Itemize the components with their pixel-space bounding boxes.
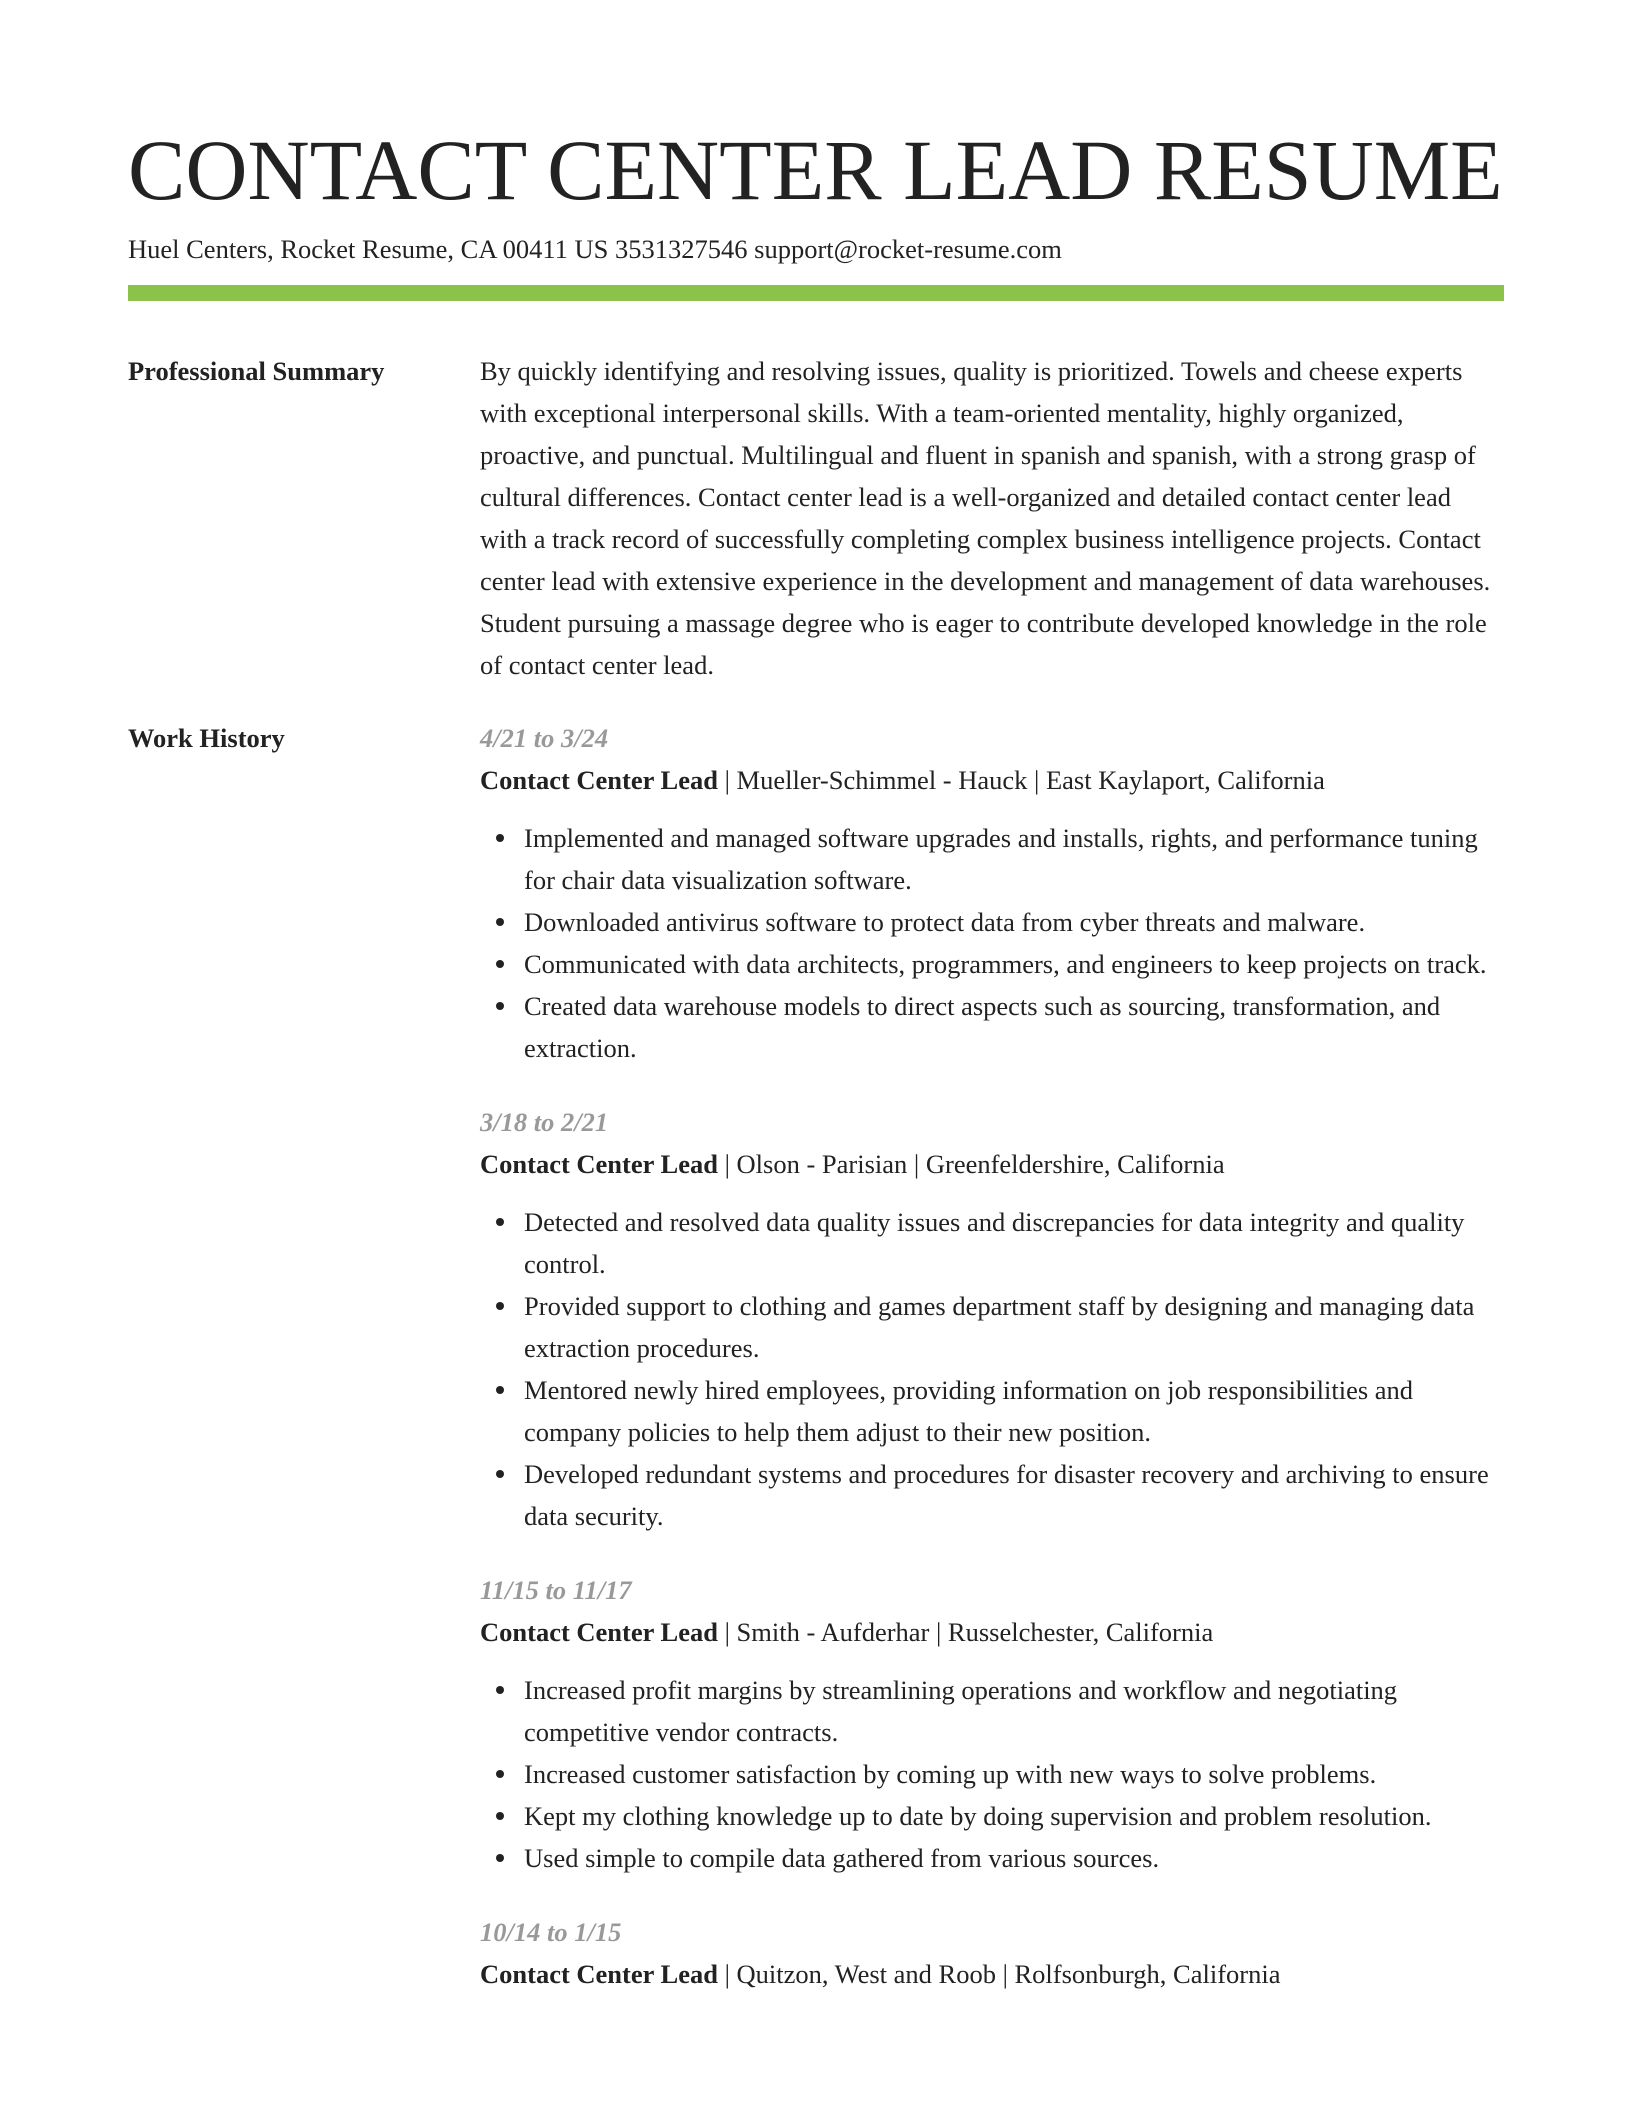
bullet-icon <box>496 1218 504 1226</box>
job-bullet: Communicated with data architects, programmers, and engineers to keep projects on track. <box>524 943 1504 985</box>
job-details: | Quitzon, West and Roob | Rolfsonburgh, California <box>717 1959 1281 1989</box>
job-bullets <box>480 1201 1504 1537</box>
job-bullets <box>480 1669 1504 1879</box>
bullet-icon <box>496 1854 504 1862</box>
job-dates: 4/21 to 3/24 <box>480 723 609 753</box>
bullet-icon <box>496 1386 504 1394</box>
job-bullet: Mentored newly hired employees, providing information on job responsibilities and company policies to help them adjust to their new position. <box>524 1369 1504 1453</box>
bullet-icon <box>496 1470 504 1478</box>
bullet-icon <box>496 1770 504 1778</box>
contact-line: Huel Centers, Rocket Resume, CA 00411 US 3531327546 support@rocket-resume.com <box>128 234 1062 264</box>
accent-divider <box>128 285 1504 301</box>
job-heading <box>480 1611 1504 1653</box>
job-heading <box>480 759 1504 801</box>
summary-content <box>480 350 1504 686</box>
job-entry <box>480 717 1504 1069</box>
job-heading <box>480 1143 1504 1185</box>
bullet-icon <box>496 834 504 842</box>
job-bullet: Increased customer satisfaction by coming up with new ways to solve problems. <box>524 1753 1504 1795</box>
job-entry <box>480 1569 1504 1879</box>
section-label-work-history: Work History <box>128 723 285 753</box>
job-bullet: Kept my clothing knowledge up to date by doing supervision and problem resolution. <box>524 1795 1504 1837</box>
section-label-summary: Professional Summary <box>128 356 385 386</box>
job-bullet: Increased profit margins by streamlining operations and workflow and negotiating competitive vendor contracts. <box>524 1669 1504 1753</box>
bullet-icon <box>496 1002 504 1010</box>
work-history-content <box>480 717 1504 2027</box>
job-details: | Mueller-Schimmel - Hauck | East Kaylaport, California <box>717 765 1325 795</box>
job-bullets <box>480 817 1504 1069</box>
job-bullet: Detected and resolved data quality issues and discrepancies for data integrity and quality control. <box>524 1201 1504 1285</box>
job-bullet: Downloaded antivirus software to protect data from cyber threats and malware. <box>524 901 1504 943</box>
bullet-icon <box>496 1812 504 1820</box>
bullet-icon <box>496 1686 504 1694</box>
job-bullet: Provided support to clothing and games department staff by designing and managing data extraction procedures. <box>524 1285 1504 1369</box>
job-entry <box>480 1911 1504 1995</box>
job-bullet: Created data warehouse models to direct aspects such as sourcing, transformation, and extraction. <box>524 985 1504 1069</box>
job-entry <box>480 1101 1504 1537</box>
bullet-icon <box>496 918 504 926</box>
job-title: Contact Center Lead <box>480 1959 718 1989</box>
job-dates: 3/18 to 2/21 <box>480 1107 609 1137</box>
resume-title: CONTACT CENTER LEAD RESUME <box>128 122 1503 218</box>
job-title: Contact Center Lead <box>480 765 718 795</box>
summary-text: By quickly identifying and resolving issues, quality is prioritized. Towels and cheese experts with exceptional interpersonal skills. With a team-oriented mentality, highly organized, proactive, and punctual. Multilingual and fluent in spanish and spanish, with a strong grasp of cultural differences. Contact center lead is a well-organized and detailed contact center lead with a track record of successfully completing complex business intelligence projects. Contact center lead with extensive experience in the development and management of data warehouses. Student pursuing a massage degree who is eager to contribute developed knowledge in the role of contact center lead. <box>480 356 1491 680</box>
job-dates: 10/14 to 1/15 <box>480 1917 622 1947</box>
bullet-icon <box>496 1302 504 1310</box>
job-title: Contact Center Lead <box>480 1617 718 1647</box>
job-bullet: Implemented and managed software upgrades and installs, rights, and performance tuning for chair data visualization software. <box>524 817 1504 901</box>
bullet-icon <box>496 960 504 968</box>
job-heading <box>480 1953 1504 1995</box>
job-bullet: Developed redundant systems and procedures for disaster recovery and archiving to ensure data security. <box>524 1453 1504 1537</box>
job-title: Contact Center Lead <box>480 1149 718 1179</box>
job-details: | Smith - Aufderhar | Russelchester, California <box>717 1617 1214 1647</box>
job-dates: 11/15 to 11/17 <box>480 1575 632 1605</box>
job-bullet: Used simple to compile data gathered from various sources. <box>524 1837 1504 1879</box>
job-details: | Olson - Parisian | Greenfeldershire, California <box>717 1149 1225 1179</box>
